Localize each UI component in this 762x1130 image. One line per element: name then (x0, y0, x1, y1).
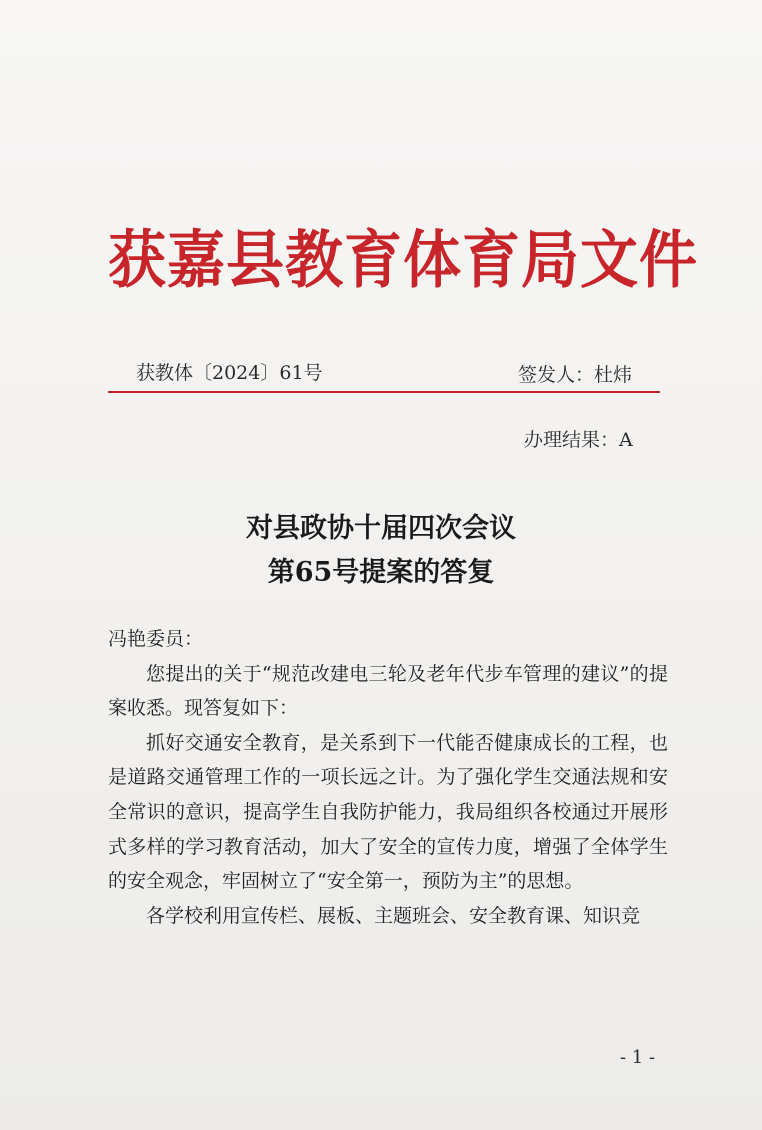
body-paragraph-2: 抓好交通安全教育，是关系到下一代能否健康成长的工程，也是道路交通管理工作的一项长远之计。为了强化学生交通法规和安全常识的意识，提高学生自我防护能力，我局组织各校通过开展形式多样的学习教育活动，加大了安全的宣传力度，增强了全体学生的安全观念，牢固树立了“安全第一，预防为主”的思想。 (108, 731, 668, 893)
document-header-title: 获嘉县教育体育局文件 (108, 223, 699, 297)
reply-title-line2: 第65号提案的答复 (267, 557, 495, 588)
document-number: 获教体〔2024〕61号 (136, 362, 323, 384)
page-number: - 1 - (620, 1047, 656, 1068)
document-body (108, 622, 668, 933)
body-paragraph-1: 您提出的关于“规范改建电三轮及老年代步车管理的建议”的提案收悉。现答复如下： (108, 662, 668, 720)
salutation: 冯艳委员： (108, 628, 204, 650)
body-paragraph-3: 各学校利用宣传栏、展板、主题班会、安全教育课、知识竞 (146, 904, 641, 927)
processing-result: 办理结果：A (524, 429, 633, 451)
signer: 签发人：杜炜 (518, 364, 633, 386)
reply-title-line1: 对县政协十届四次会议 (246, 513, 516, 544)
header-red-divider (108, 391, 660, 393)
